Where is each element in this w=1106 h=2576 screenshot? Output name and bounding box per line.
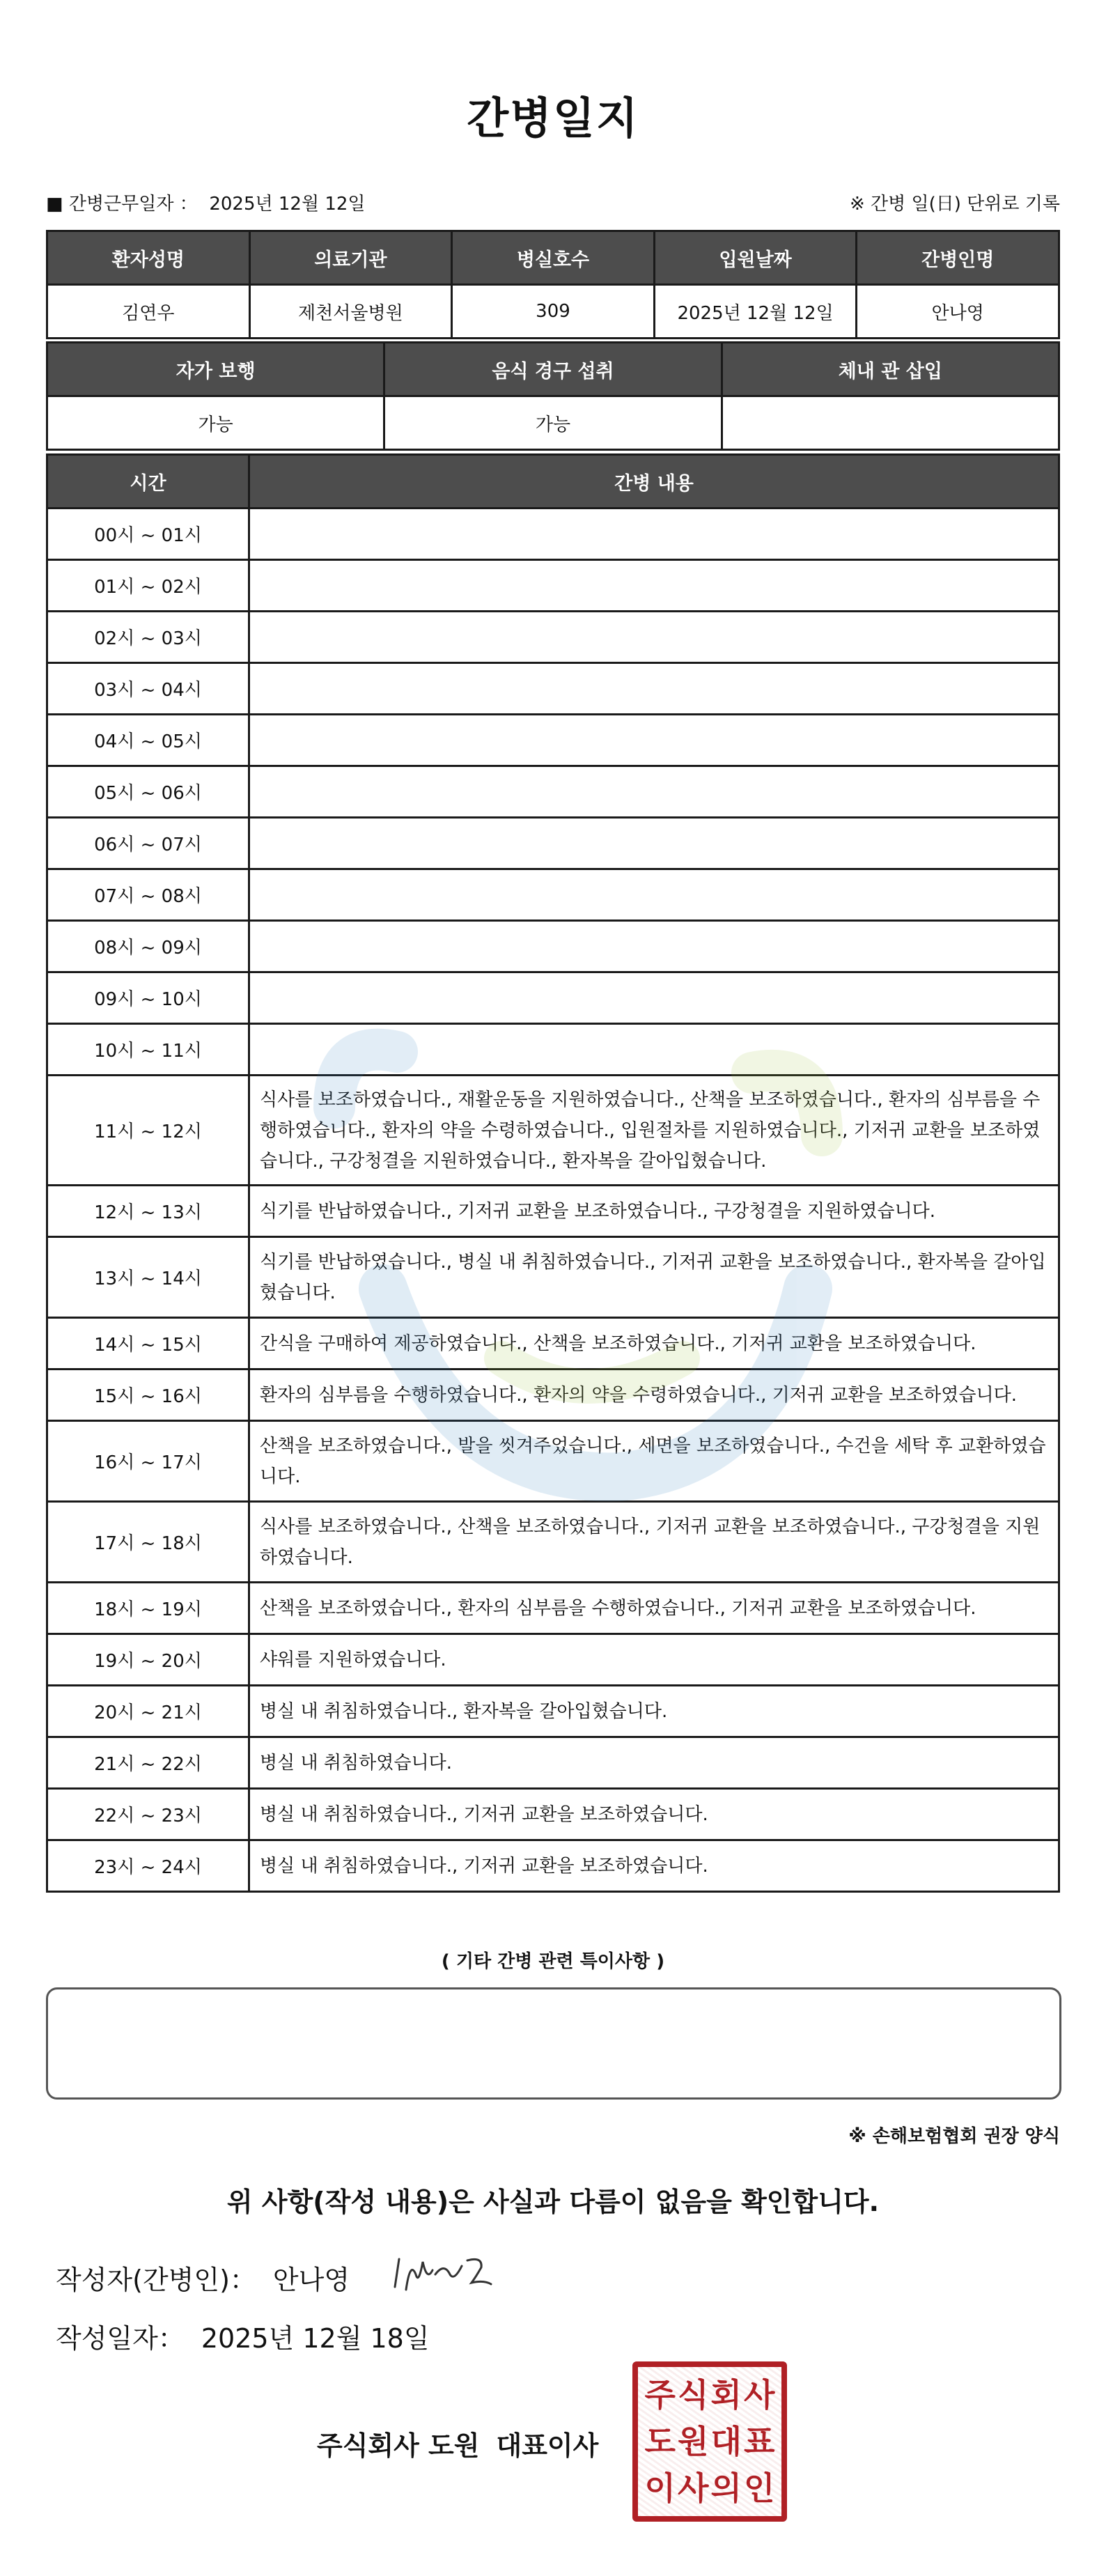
content-cell: 환자의 심부름을 수행하였습니다., 환자의 약을 수령하였습니다., 기저귀 교환을 보조하였습니다. <box>249 1370 1059 1421</box>
work-date-value: 2025년 12월 12일 <box>209 194 366 215</box>
time-cell: 05시 ~ 06시 <box>47 766 249 818</box>
document-title: 간병일지 <box>467 93 639 143</box>
content-cell <box>249 715 1059 766</box>
seal-char: 식 <box>678 2375 709 2414</box>
time-cell: 07시 ~ 08시 <box>47 869 249 921</box>
work-date-label: ■ 간병근무일자 ： <box>46 194 198 215</box>
time-cell: 04시 ~ 05시 <box>47 715 249 766</box>
header-care-content: 간병 내용 <box>249 455 1059 509</box>
notes-box[interactable] <box>46 1987 1061 2100</box>
time-cell: 11시 ~ 12시 <box>47 1076 249 1186</box>
table-row <box>47 715 1059 766</box>
table-row <box>47 1502 1059 1583</box>
walking-value: 가능 <box>47 396 384 450</box>
content-cell <box>249 921 1059 972</box>
write-date-label: 작성일자： <box>56 2323 185 2354</box>
seal-row <box>644 2371 776 2418</box>
content-cell <box>249 818 1059 869</box>
content-cell <box>249 612 1059 663</box>
seal-char: 회 <box>710 2375 742 2414</box>
content-cell: 간식을 구매하여 제공하였습니다., 산책을 보조하였습니다., 기저귀 교환을 보조하였습니다. <box>249 1318 1059 1370</box>
time-cell: 23시 ~ 24시 <box>47 1840 249 1892</box>
time-cell: 17시 ~ 18시 <box>47 1502 249 1583</box>
table-row <box>47 1370 1059 1421</box>
seal-char: 표 <box>744 2422 775 2460</box>
time-cell: 14시 ~ 15시 <box>47 1318 249 1370</box>
time-cell: 19시 ~ 20시 <box>47 1634 249 1686</box>
seal-char: 사 <box>678 2469 709 2508</box>
company-line <box>317 2424 598 2462</box>
unit-note: ※ 간병 일(日) 단위로 기록 <box>849 194 1060 215</box>
table-row <box>47 1583 1059 1634</box>
write-date-value: 2025년 12월 18일 <box>201 2323 430 2354</box>
time-cell: 16시 ~ 17시 <box>47 1421 249 1502</box>
content-cell: 병실 내 취침하였습니다., 환자복을 갈아입혔습니다. <box>249 1686 1059 1737</box>
header-oral-intake: 음식 경구 섭취 <box>384 343 722 396</box>
content-cell: 식사를 보조하였습니다., 산책을 보조하였습니다., 기저귀 교환을 보조하였습니다., 구강청결을 지원하였습니다. <box>249 1502 1059 1583</box>
table-row <box>47 921 1059 972</box>
table-row <box>47 1076 1059 1186</box>
table-row <box>47 869 1059 921</box>
time-cell: 08시 ~ 09시 <box>47 921 249 972</box>
hospital: 제천서울병원 <box>249 285 452 339</box>
time-cell: 18시 ~ 19시 <box>47 1583 249 1634</box>
writer-name: 안나영 <box>272 2265 350 2295</box>
content-cell <box>249 972 1059 1024</box>
oral-intake-value: 가능 <box>384 396 722 450</box>
time-cell: 09시 ~ 10시 <box>47 972 249 1024</box>
table-row <box>47 1186 1059 1237</box>
table-row <box>47 1237 1059 1318</box>
table-row <box>47 1024 1059 1076</box>
table-row <box>47 1737 1059 1789</box>
time-cell: 10시 ~ 11시 <box>47 1024 249 1076</box>
table-row <box>47 972 1059 1024</box>
header-walking: 자가 보행 <box>47 343 384 396</box>
table-row <box>47 560 1059 612</box>
table-row <box>47 663 1059 715</box>
table-row <box>47 818 1059 869</box>
seal-row <box>644 2418 776 2465</box>
ability-table <box>46 341 1060 451</box>
tube-insertion-value <box>722 396 1059 450</box>
time-cell: 06시 ~ 07시 <box>47 818 249 869</box>
table-row <box>47 1789 1059 1840</box>
seal-char: 이 <box>644 2469 676 2508</box>
content-cell <box>249 766 1059 818</box>
seal-char: 도 <box>644 2422 676 2460</box>
content-cell: 샤워를 지원하였습니다. <box>249 1634 1059 1686</box>
patient-name: 김연우 <box>47 285 250 339</box>
content-cell: 병실 내 취침하였습니다., 기저귀 교환을 보조하였습니다. <box>249 1840 1059 1892</box>
association-note: ※ 손해보험협회 권장 양식 <box>848 2126 1060 2147</box>
table-row <box>47 1840 1059 1892</box>
company-name: 주식회사 도원 <box>317 2430 480 2461</box>
content-cell <box>249 869 1059 921</box>
work-date <box>46 189 366 215</box>
content-cell <box>249 509 1059 560</box>
seal-row <box>644 2465 776 2512</box>
header-admission-date: 입원날짜 <box>654 231 857 285</box>
company-seal-stamp <box>632 2361 787 2522</box>
table-row <box>47 1686 1059 1737</box>
notes-title: ( 기타 간병 관련 특이사항 ) <box>441 1951 665 1972</box>
seal-char: 원 <box>678 2422 709 2460</box>
writer-line <box>56 2258 350 2297</box>
table-row <box>47 1318 1059 1370</box>
content-cell: 식사를 보조하였습니다., 재활운동을 지원하였습니다., 산책을 보조하였습니다., 환자의 심부름을 수행하였습니다., 환자의 약을 수령하였습니다., 입원절차를 지원하였습니다., 기저귀 교환을 보조하였습니다., 구강청결을 지원하였습니다., 환자복을 갈아입혔습니다. <box>249 1076 1059 1186</box>
header-patient-name: 환자성명 <box>47 231 250 285</box>
content-cell: 산책을 보조하였습니다., 발을 씻겨주었습니다., 세면을 보조하였습니다., 수건을 세탁 후 교환하였습니다. <box>249 1421 1059 1502</box>
seal-char: 인 <box>744 2469 775 2508</box>
handwritten-signature <box>387 2247 498 2302</box>
time-cell: 15시 ~ 16시 <box>47 1370 249 1421</box>
confirmation-statement: 위 사항(작성 내용)은 사실과 다름이 없음을 확인합니다. <box>226 2187 880 2217</box>
content-cell: 병실 내 취침하였습니다. <box>249 1737 1059 1789</box>
content-cell: 식기를 반납하였습니다., 병실 내 취침하였습니다., 기저귀 교환을 보조하였습니다., 환자복을 갈아입혔습니다. <box>249 1237 1059 1318</box>
room-number: 309 <box>452 285 655 339</box>
time-cell: 03시 ~ 04시 <box>47 663 249 715</box>
time-cell: 01시 ~ 02시 <box>47 560 249 612</box>
header-tube-insertion: 체내 관 삽입 <box>722 343 1059 396</box>
time-cell: 21시 ~ 22시 <box>47 1737 249 1789</box>
time-cell: 20시 ~ 21시 <box>47 1686 249 1737</box>
seal-char: 주 <box>644 2375 676 2414</box>
header-time: 시간 <box>47 455 249 509</box>
seal-char: 의 <box>710 2469 742 2508</box>
content-cell <box>249 663 1059 715</box>
seal-char: 사 <box>744 2375 775 2414</box>
table-row <box>47 1634 1059 1686</box>
table-row <box>47 612 1059 663</box>
content-cell <box>249 560 1059 612</box>
time-cell: 02시 ~ 03시 <box>47 612 249 663</box>
table-row <box>47 509 1059 560</box>
representative-title: 대표이사 <box>496 2430 599 2461</box>
header-room-number: 병실호수 <box>452 231 655 285</box>
time-cell: 12시 ~ 13시 <box>47 1186 249 1237</box>
seal-char: 대 <box>710 2422 742 2460</box>
write-date-line <box>56 2317 430 2355</box>
header-caregiver-name: 간병인명 <box>857 231 1059 285</box>
admission-date: 2025년 12월 12일 <box>654 285 857 339</box>
writer-label: 작성자(간병인)： <box>56 2265 256 2295</box>
table-row <box>47 766 1059 818</box>
content-cell <box>249 1024 1059 1076</box>
patient-info-table <box>46 230 1060 339</box>
caregiver-name: 안나영 <box>857 285 1059 339</box>
header-hospital: 의료기관 <box>249 231 452 285</box>
table-row <box>47 1421 1059 1502</box>
content-cell: 병실 내 취침하였습니다., 기저귀 교환을 보조하였습니다. <box>249 1789 1059 1840</box>
time-cell: 13시 ~ 14시 <box>47 1237 249 1318</box>
care-log-table <box>46 453 1060 1893</box>
time-cell: 22시 ~ 23시 <box>47 1789 249 1840</box>
content-cell: 식기를 반납하였습니다., 기저귀 교환을 보조하였습니다., 구강청결을 지원하였습니다. <box>249 1186 1059 1237</box>
time-cell: 00시 ~ 01시 <box>47 509 249 560</box>
content-cell: 산책을 보조하였습니다., 환자의 심부름을 수행하였습니다., 기저귀 교환을 보조하였습니다. <box>249 1583 1059 1634</box>
